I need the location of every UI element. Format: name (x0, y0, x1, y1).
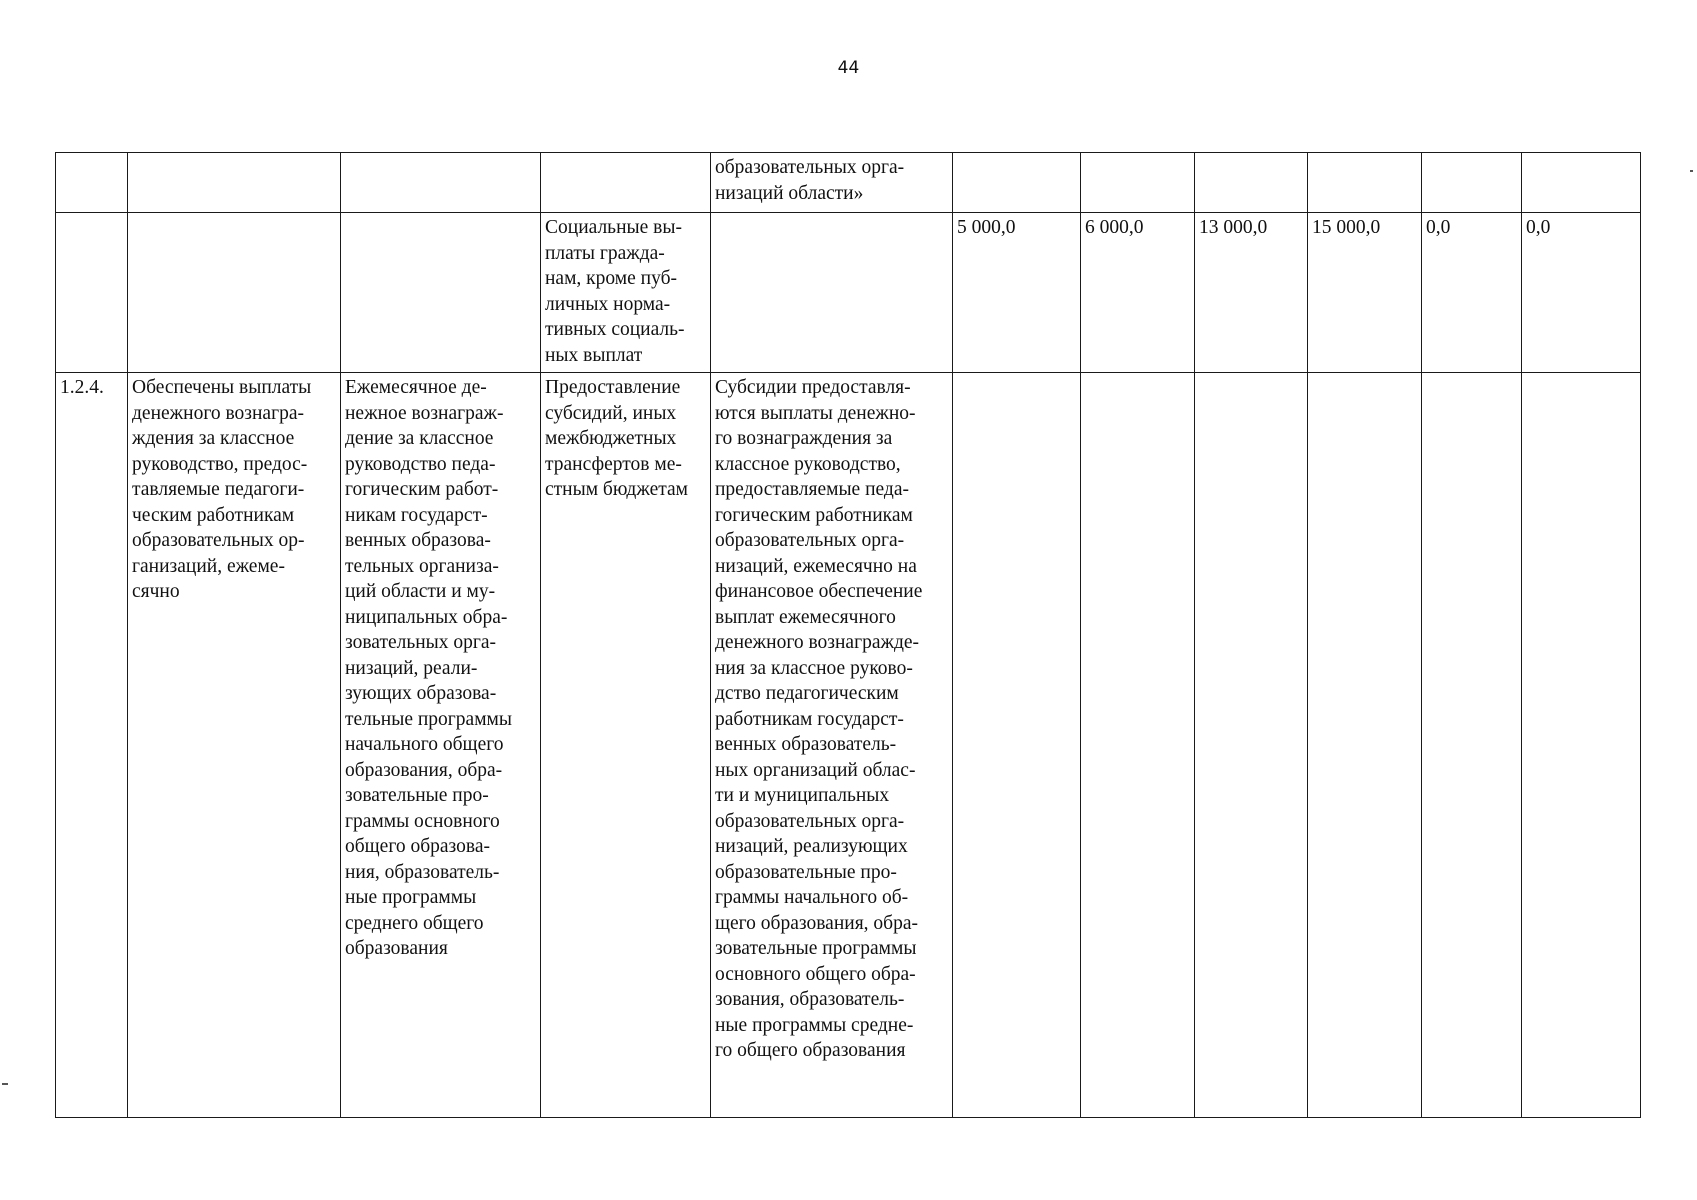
program-activities-table (55, 152, 1641, 1118)
description-cell: образовательных орга- низаций области» (711, 153, 953, 213)
amount-cell (1422, 153, 1522, 213)
activity-cell (341, 153, 541, 213)
amount-cell (953, 373, 1081, 1118)
scan-speck (1690, 170, 1693, 172)
description-cell: Субсидии предоставля- ются выплаты денежно- го вознаграждения за классное руководство, предоставляемые педа- гогическим работникам образовательных орга- низаций, ежемесячно на финансовое обеспечение выплат ежемесячного денежного вознагражде- ния за классное руково- дство педагогическим работникам государст- венных образователь- ных организаций облас- ти и муниципальных образовательных орга- низаций, реализующих образовательные про- граммы начального об- щего образования, обра- зовательные программы основного общего обра- зования, образователь- ные программы средне- го общего образования (711, 373, 953, 1118)
amount-cell: 0,0 (1522, 213, 1641, 373)
amount-cell (1308, 153, 1422, 213)
scan-speck (2, 1083, 8, 1085)
amount-cell: 0,0 (1422, 213, 1522, 373)
amount-cell: 6 000,0 (1081, 213, 1195, 373)
result-cell: Обеспечены выплаты денежного вознагра- ждения за классное руководство, предос- тавляемые педагоги- ческим работникам образовательных ор- ганизаций, ежеме- сячно (128, 373, 341, 1118)
amount-cell (1081, 373, 1195, 1118)
page-number: 44 (837, 58, 860, 78)
table-row (56, 373, 1641, 1118)
amount-cell (1081, 153, 1195, 213)
description-cell (711, 213, 953, 373)
expense-type-cell: Социальные вы- платы гражда- нам, кроме пуб- личных норма- тивных социаль- ных выплат (541, 213, 711, 373)
row-number-cell: 1.2.4. (56, 373, 128, 1118)
amount-cell (1308, 373, 1422, 1118)
expense-type-cell (541, 153, 711, 213)
amount-cell (1195, 153, 1308, 213)
row-number-cell (56, 213, 128, 373)
amount-cell (1195, 373, 1308, 1118)
amount-cell (1522, 373, 1641, 1118)
table-row (56, 153, 1641, 213)
activity-cell (341, 213, 541, 373)
amount-cell: 5 000,0 (953, 213, 1081, 373)
result-cell (128, 213, 341, 373)
activity-cell: Ежемесячное де- нежное вознаграж- дение за классное руководство педа- гогическим работ- никам государст- венных образова- тельных организа- ций области и му- ниципальных обра- зовательных орга- низаций, реали- зующих образова- тельные программы начального общего образования, обра- зовательные про- граммы основного общего образова- ния, образователь- ные программы среднего общего образования (341, 373, 541, 1118)
row-number-cell (56, 153, 128, 213)
result-cell (128, 153, 341, 213)
amount-cell (1422, 373, 1522, 1118)
amount-cell: 15 000,0 (1308, 213, 1422, 373)
expense-type-cell: Предоставление субсидий, иных межбюджетных трансфертов ме- стным бюджетам (541, 373, 711, 1118)
amount-cell (953, 153, 1081, 213)
table-row (56, 213, 1641, 373)
amount-cell (1522, 153, 1641, 213)
amount-cell: 13 000,0 (1195, 213, 1308, 373)
